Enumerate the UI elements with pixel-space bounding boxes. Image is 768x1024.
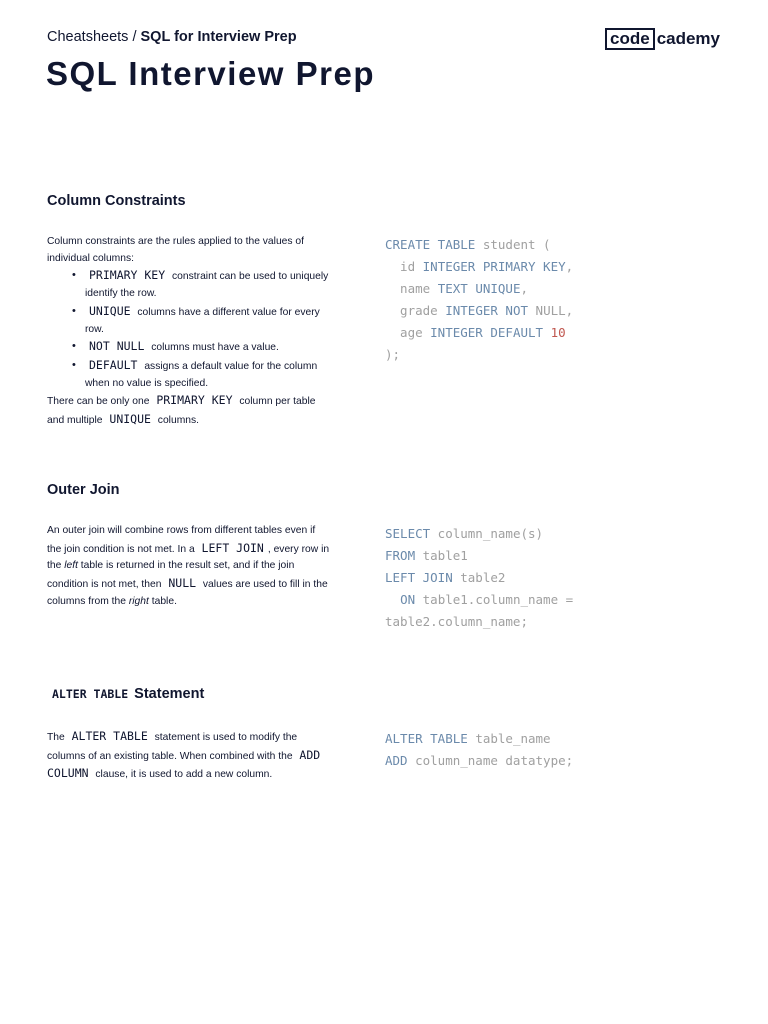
text-span: column per table and multiple xyxy=(47,396,316,427)
code-keyword: ON xyxy=(400,592,416,607)
list-item xyxy=(85,267,332,302)
code-text: table_name xyxy=(467,731,551,746)
list-item xyxy=(85,303,332,338)
logo-rest-text: cademy xyxy=(656,29,721,48)
code-text: ); xyxy=(385,347,401,362)
code-text: column_name datatype; xyxy=(407,753,574,768)
inline-code: LEFT JOIN xyxy=(201,540,264,555)
text-span: An outer join will combine rows from different tables even if the join condition is not met. In a xyxy=(47,525,316,555)
inline-code: ADD COLUMN xyxy=(47,747,321,781)
code-keyword: INTEGER PRIMARY KEY xyxy=(422,259,566,274)
list-item xyxy=(85,338,332,357)
inline-code: DEFAULT xyxy=(89,357,138,372)
title-text: Statement xyxy=(134,686,205,702)
code-keyword: TEXT UNIQUE xyxy=(437,281,521,296)
constraints-outro xyxy=(47,392,332,429)
text-span: columns. xyxy=(154,415,200,427)
text-span: values are used to fill in the columns from the xyxy=(47,579,328,607)
codecademy-logo[interactable] xyxy=(605,28,720,50)
alter-table-paragraph xyxy=(47,728,332,784)
outer-join-paragraph xyxy=(47,523,332,611)
section-title-column-constraints: Column Constraints xyxy=(47,193,186,209)
text-span: The xyxy=(47,732,68,743)
outer-join-description xyxy=(47,523,332,611)
constraints-list xyxy=(47,267,332,392)
code-text: id xyxy=(385,259,423,274)
inline-code: UNIQUE xyxy=(109,412,151,427)
code-keyword: FROM xyxy=(385,548,416,563)
code-keyword: INTEGER NOT xyxy=(445,303,529,318)
code-keyword: LEFT JOIN xyxy=(385,570,453,585)
logo-box-text: code xyxy=(605,28,655,50)
code-text: table1.column_name = xyxy=(415,592,574,607)
inline-code: NULL xyxy=(168,576,197,591)
code-number: 10 xyxy=(550,325,566,340)
text-span: clause, it is used to add a new column. xyxy=(92,769,273,781)
code-text: , xyxy=(565,259,574,274)
code-text: table2 xyxy=(452,570,506,585)
list-item-text: assigns a default value for the column when no value is specified. xyxy=(85,360,318,389)
code-text: , xyxy=(520,281,529,296)
text-span: , every row in the xyxy=(47,543,330,572)
text-span: table is returned in the result set, and if the join condition is not met, then xyxy=(47,560,295,591)
constraints-intro: Column constraints are the rules applied to the values of individual columns: xyxy=(47,236,304,264)
inline-code: PRIMARY KEY xyxy=(89,268,166,283)
emphasis-text: right xyxy=(128,595,149,607)
code-text: table1 xyxy=(415,548,468,563)
code-text: grade xyxy=(385,303,446,318)
code-text: table2.column_name; xyxy=(385,614,528,629)
code-text: name xyxy=(385,281,438,296)
text-span: There can be only one xyxy=(47,396,153,408)
breadcrumb-current: SQL for Interview Prep xyxy=(140,29,297,45)
emphasis-text: left xyxy=(64,560,78,572)
text-span: table. xyxy=(148,595,177,607)
inline-code: UNIQUE xyxy=(89,303,131,318)
code-block-left-join xyxy=(385,523,573,633)
code-text: age xyxy=(385,325,431,340)
list-item-text: constraint can be used to uniquely identify the row. xyxy=(85,271,329,300)
code-keyword: SELECT xyxy=(385,526,431,541)
breadcrumb-root-link[interactable]: Cheatsheets xyxy=(47,29,129,45)
code-text: column_name(s) xyxy=(430,526,544,541)
list-item xyxy=(85,357,332,392)
list-item-text: columns have a different value for every row. xyxy=(85,306,320,335)
code-block-create-table xyxy=(385,234,573,366)
inline-code: ALTER TABLE xyxy=(71,729,148,743)
code-text: NULL, xyxy=(528,303,574,318)
text-span: statement is used to modify the columns of an existing table. When combined with the xyxy=(47,732,298,762)
breadcrumb xyxy=(47,28,297,46)
code-text: student ( xyxy=(475,237,551,252)
list-item-text: columns must have a value. xyxy=(148,342,279,354)
alter-table-description xyxy=(47,728,332,784)
code-keyword: CREATE TABLE xyxy=(385,237,476,252)
code-block-alter-table xyxy=(385,728,573,772)
code-keyword: ADD xyxy=(385,753,408,768)
code-keyword: ALTER TABLE xyxy=(385,731,468,746)
inline-code: PRIMARY KEY xyxy=(156,393,233,408)
inline-code: NOT NULL xyxy=(89,339,145,354)
title-inline-code: ALTER TABLE xyxy=(52,687,129,701)
page-title: SQL Interview Prep xyxy=(46,55,375,92)
column-constraints-description xyxy=(47,234,332,430)
code-keyword: INTEGER DEFAULT xyxy=(430,325,544,340)
section-title-alter-table xyxy=(47,684,204,704)
breadcrumb-separator: / xyxy=(128,29,141,45)
code-text xyxy=(385,592,400,607)
section-title-outer-join: Outer Join xyxy=(47,482,120,498)
